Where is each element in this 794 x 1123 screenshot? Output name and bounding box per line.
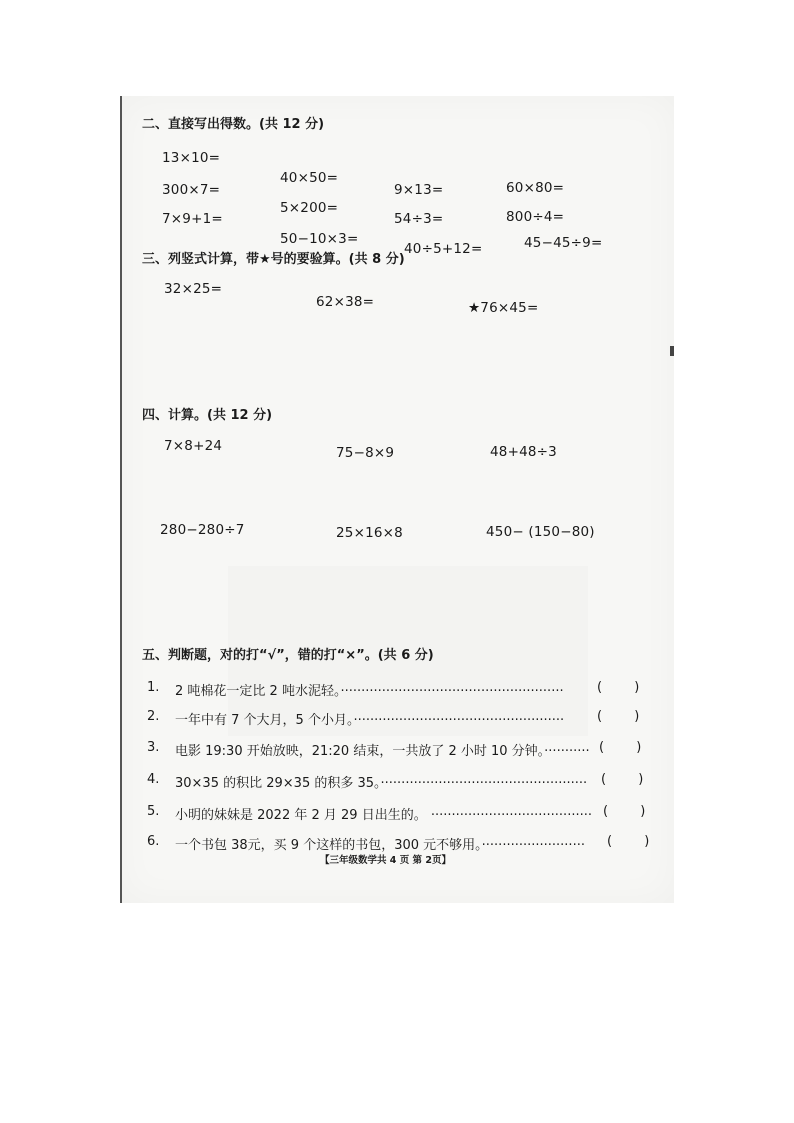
page-footer: 【三年级数学共 4 页 第 2页】 bbox=[320, 855, 451, 866]
section-5-heading: 五、判断题，对的打“√”，错的打“×”。(共 6 分) bbox=[142, 648, 434, 663]
judge-item-text: 一个书包 38元，买 9 个这样的书包，300 元不够用。························· bbox=[175, 838, 585, 853]
judge-item-number: 3. bbox=[147, 740, 160, 755]
vertical-problem-1: 32×25= bbox=[164, 281, 223, 297]
judge-item-5 bbox=[147, 804, 660, 823]
page-edge-mark bbox=[670, 346, 674, 356]
oral-problem-3: 7×9+1= bbox=[162, 211, 223, 227]
oral-problem-7: 9×13= bbox=[394, 182, 444, 198]
answer-parentheses[interactable]: ( ) bbox=[599, 740, 656, 755]
judge-item-text: 电影 19:30 开始放映，21:20 结束，一共放了 2 小时 10 分钟。··········· bbox=[175, 744, 590, 759]
oral-problem-2: 300×7= bbox=[162, 182, 221, 198]
oral-problem-11: 800÷4= bbox=[506, 209, 565, 225]
oral-problem-4: 40×50= bbox=[280, 170, 339, 186]
section-4-heading: 四、计算。(共 12 分) bbox=[142, 408, 273, 423]
page-left-edge bbox=[120, 96, 122, 903]
judge-item-4 bbox=[147, 772, 658, 791]
judge-item-2 bbox=[147, 709, 654, 728]
judge-item-text: 2 吨棉花一定比 2 吨水泥轻。······················································ bbox=[175, 684, 564, 699]
oral-problem-5: 5×200= bbox=[280, 200, 339, 216]
oral-problem-9: 40÷5+12= bbox=[404, 241, 483, 257]
judge-item-number: 1. bbox=[147, 680, 160, 695]
oral-problem-12: 45−45÷9= bbox=[524, 235, 603, 251]
calc-problem-2: 75−8×9 bbox=[336, 445, 395, 461]
calc-problem-1: 7×8+24 bbox=[164, 438, 223, 454]
judge-item-number: 4. bbox=[147, 772, 160, 787]
judge-item-text: 30×35 的积比 29×35 的积多 35。·················································· bbox=[175, 776, 588, 791]
answer-parentheses[interactable]: ( ) bbox=[597, 709, 654, 724]
answer-parentheses[interactable]: ( ) bbox=[597, 680, 654, 695]
judge-item-number: 6. bbox=[147, 834, 160, 849]
exam-page bbox=[120, 96, 674, 903]
oral-problem-10: 60×80= bbox=[506, 180, 565, 196]
judge-item-number: 5. bbox=[147, 804, 160, 819]
calc-problem-3: 48+48÷3 bbox=[490, 444, 557, 460]
answer-parentheses[interactable]: ( ) bbox=[601, 772, 658, 787]
calc-problem-5: 25×16×8 bbox=[336, 525, 403, 541]
answer-parentheses[interactable]: ( ) bbox=[607, 834, 664, 849]
vertical-problem-3: ★76×45= bbox=[468, 300, 539, 316]
judge-item-3 bbox=[147, 740, 656, 759]
judge-item-number: 2. bbox=[147, 709, 160, 724]
judge-item-text: 小明的妹妹是 2022 年 2 月 29 日出生的。 ······································· bbox=[175, 808, 592, 823]
oral-problem-8: 54÷3= bbox=[394, 211, 444, 227]
answer-parentheses[interactable]: ( ) bbox=[603, 804, 660, 819]
section-3-heading: 三、列竖式计算，带★号的要验算。(共 8 分) bbox=[142, 252, 405, 267]
oral-problem-1: 13×10= bbox=[162, 150, 221, 166]
vertical-problem-2: 62×38= bbox=[316, 294, 375, 310]
judge-item-1 bbox=[147, 680, 654, 699]
judge-item-text: 一年中有 7 个大月，5 个小月。··················································· bbox=[175, 713, 565, 728]
oral-problem-6: 50−10×3= bbox=[280, 231, 359, 247]
judge-item-6 bbox=[147, 834, 664, 853]
calc-problem-4: 280−280÷7 bbox=[160, 522, 245, 538]
calc-problem-6: 450− (150−80) bbox=[486, 524, 595, 540]
section-2-heading: 二、直接写出得数。(共 12 分) bbox=[142, 117, 325, 132]
